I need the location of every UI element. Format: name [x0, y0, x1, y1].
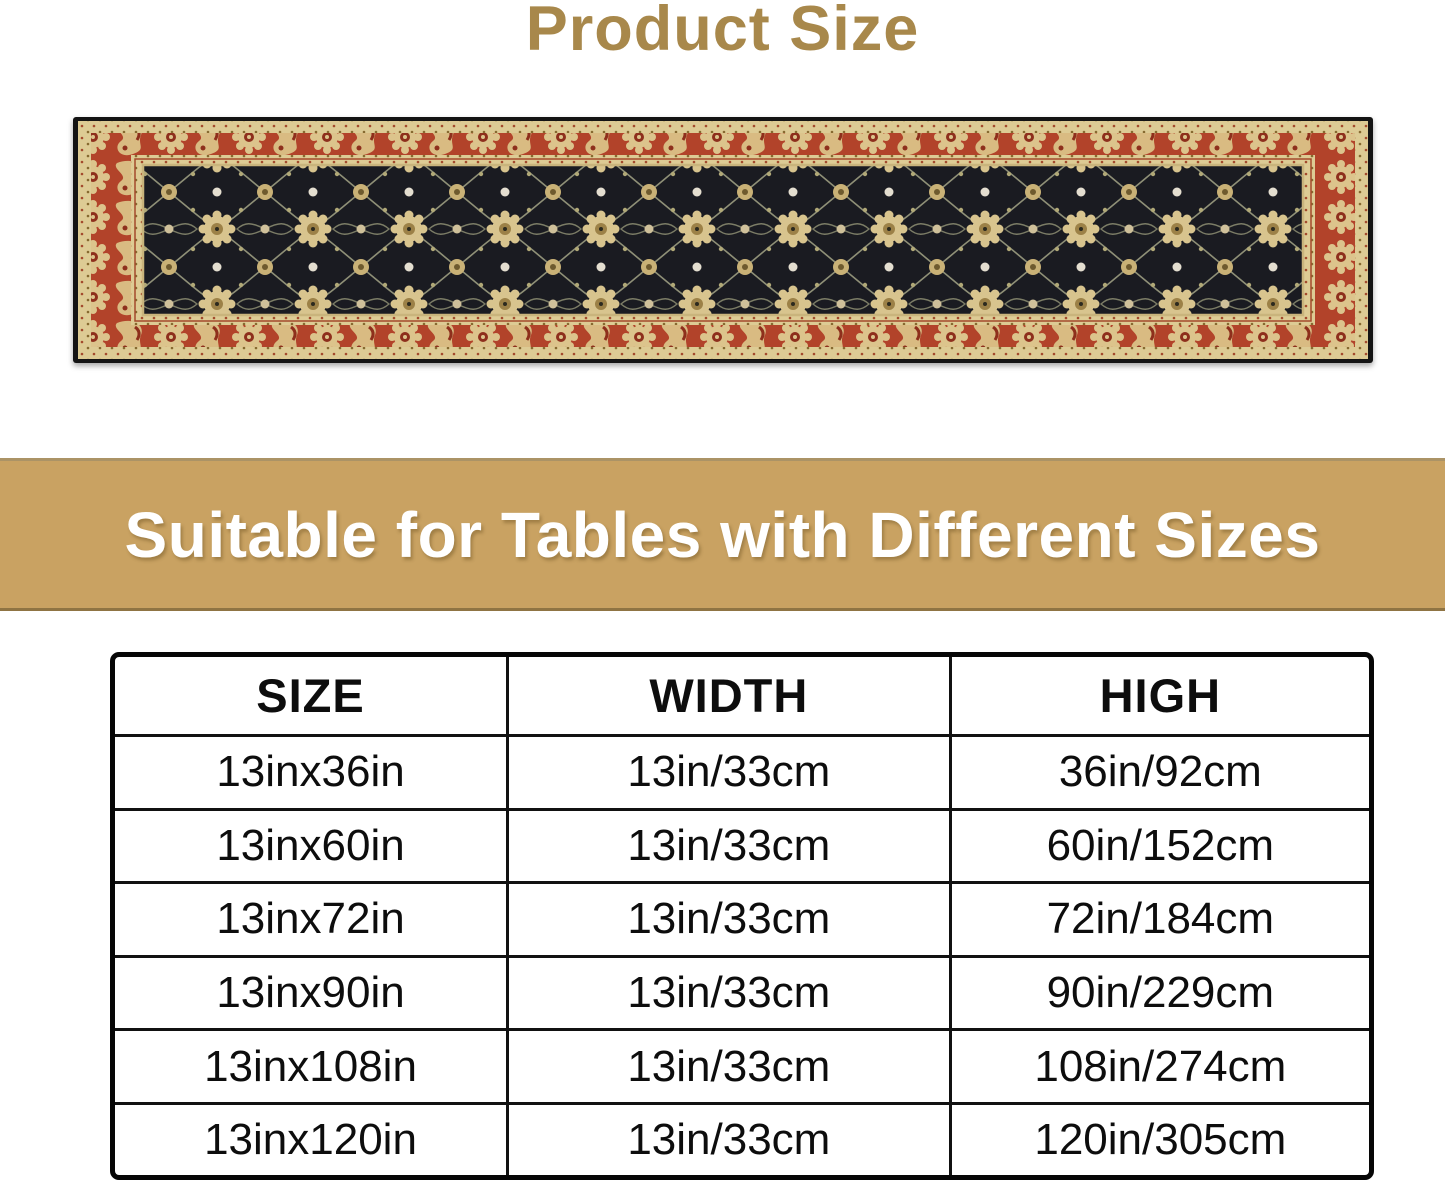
banner-text: Suitable for Tables with Different Sizes [124, 498, 1321, 571]
column-header-width: WIDTH [508, 657, 951, 735]
cell-width: 13in/33cm [508, 956, 951, 1030]
banner [0, 458, 1445, 611]
cell-size: 13inx108in [115, 1030, 508, 1104]
cell-width: 13in/33cm [508, 809, 951, 883]
cell-width: 13in/33cm [508, 735, 951, 809]
size-table [110, 652, 1374, 1180]
column-header-high: HIGH [950, 657, 1369, 735]
cell-width: 13in/33cm [508, 883, 951, 957]
cell-width: 13in/33cm [508, 1103, 951, 1175]
cell-size: 13inx90in [115, 956, 508, 1030]
page-title: Product Size [525, 0, 920, 64]
cell-size: 13inx36in [115, 735, 508, 809]
cell-size: 13inx120in [115, 1103, 508, 1175]
table-row [115, 1103, 1369, 1175]
cell-high: 72in/184cm [950, 883, 1369, 957]
cell-size: 13inx60in [115, 809, 508, 883]
cell-high: 90in/229cm [950, 956, 1369, 1030]
cell-size: 13inx72in [115, 883, 508, 957]
cell-high: 60in/152cm [950, 809, 1369, 883]
table-header-row [115, 657, 1369, 735]
table-row [115, 883, 1369, 957]
table-row [115, 1030, 1369, 1104]
cell-high: 120in/305cm [950, 1103, 1369, 1175]
cell-high: 108in/274cm [950, 1030, 1369, 1104]
table-row [115, 809, 1369, 883]
table-row [115, 735, 1369, 809]
cell-width: 13in/33cm [508, 1030, 951, 1104]
column-header-size: SIZE [115, 657, 508, 735]
rug-graphic [73, 117, 1373, 363]
table-runner-image [73, 117, 1373, 363]
cell-high: 36in/92cm [950, 735, 1369, 809]
table-row [115, 956, 1369, 1030]
